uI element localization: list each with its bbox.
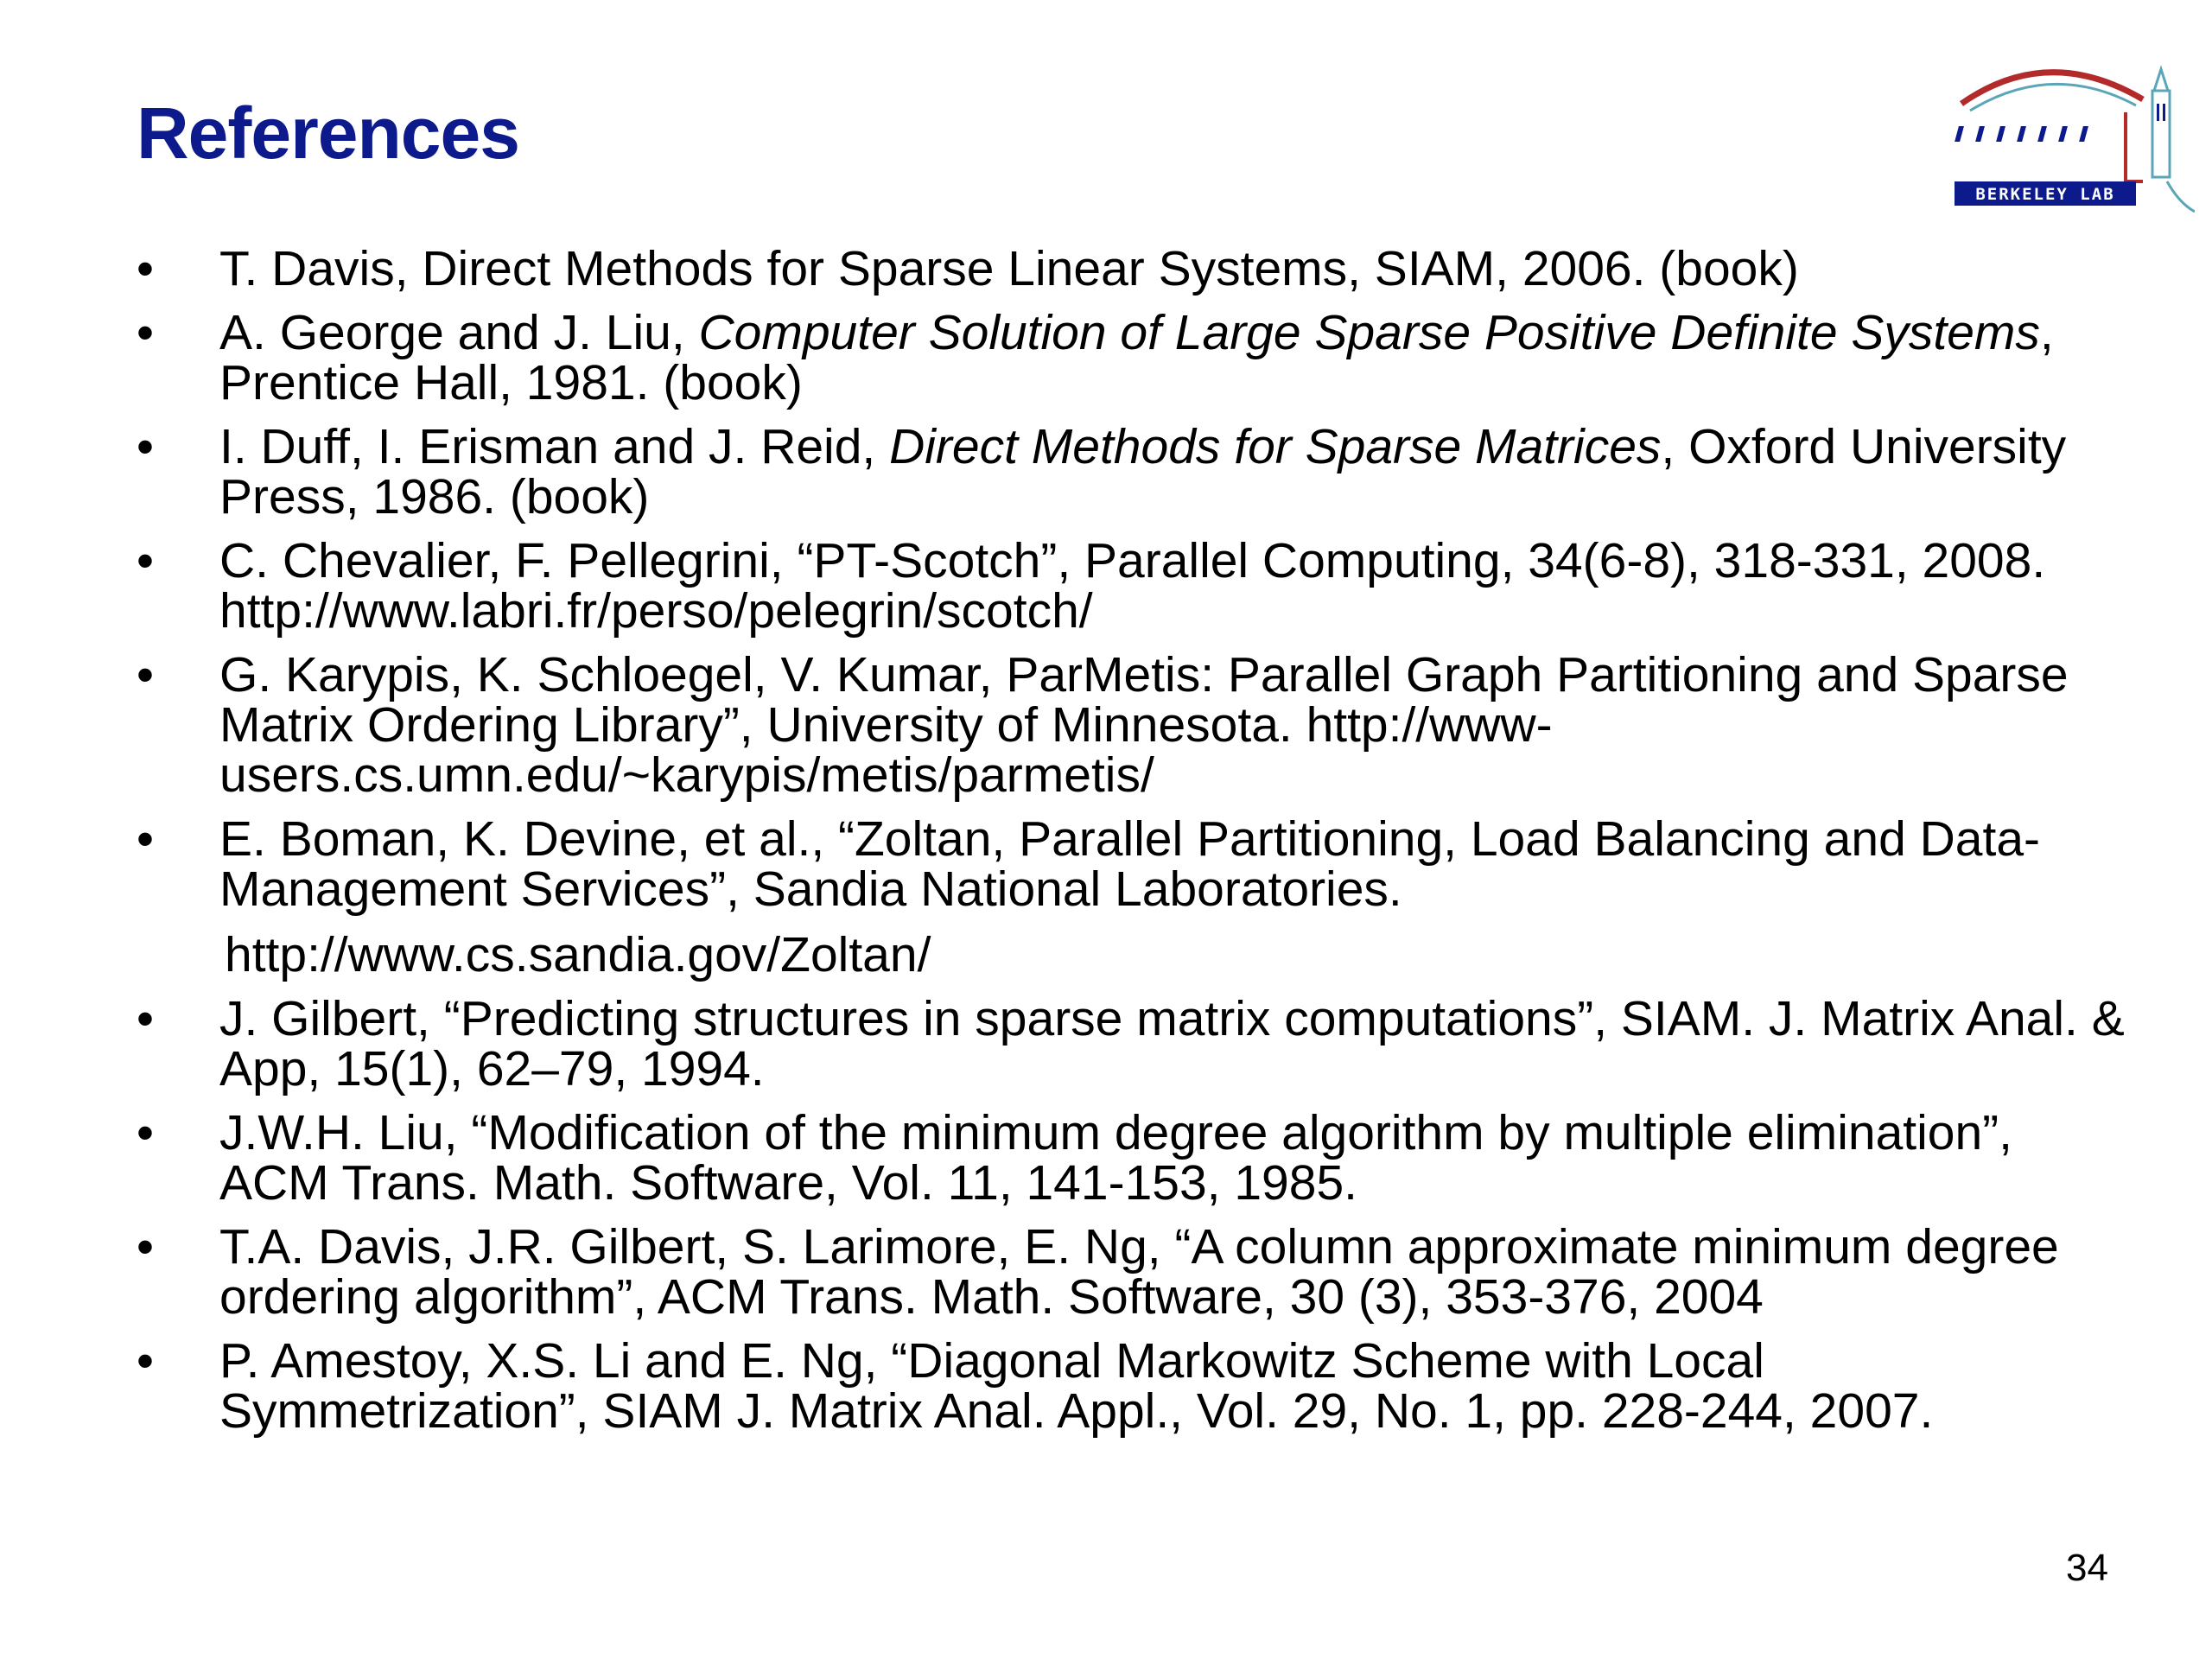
- reference-item: [121, 811, 2126, 982]
- logo-building: [2126, 112, 2143, 181]
- bullet: •: [137, 811, 154, 867]
- reference-item: [121, 1333, 2126, 1439]
- bullet: •: [137, 241, 154, 296]
- logo-tower: [2152, 69, 2170, 177]
- berkeley-lab-logo: [1944, 52, 2195, 216]
- bullet: •: [137, 991, 154, 1046]
- bullet: •: [137, 1333, 154, 1389]
- reference-item: [121, 991, 2126, 1096]
- reference-text: P. Amestoy, X.S. Li and E. Ng, “Diagonal Markowitz Scheme with Local Symmetrization”, SIAM J. Matrix Anal. Appl., Vol. 29, No. 1, pp. 228-244, 2007.: [219, 1333, 1934, 1439]
- bullet: •: [137, 305, 154, 360]
- reference-text: , Oxford University Press, 1986. (book): [219, 419, 2067, 524]
- reference-text: T.A. Davis, J.R. Gilbert, S. Larimore, E. Ng, “A column approximate minimum degree ordering algorithm”, ACM Trans. Math. Software, 30 (3), 353-376, 2004: [219, 1219, 2059, 1325]
- berkeley-lab-logo-graphic: [1944, 52, 2195, 216]
- reference-title: Direct Methods for Sparse Matrices: [889, 419, 1662, 474]
- bullet: •: [137, 1219, 154, 1274]
- logo-arc-inner: [1970, 84, 2136, 111]
- reference-text: C. Chevalier, F. Pellegrini, “PT-Scotch”, Parallel Computing, 34(6-8), 318-331, 2008. http://www.labri.fr/perso/pelegrin/scotch/: [219, 533, 2046, 639]
- reference-title: Computer Solution of Large Sparse Positive Definite Systems: [698, 305, 2040, 360]
- bullet: •: [137, 647, 154, 702]
- reference-text: A. George and J. Liu,: [219, 305, 699, 360]
- references-list: [121, 241, 2126, 1450]
- reference-text: I. Duff, I. Erisman and J. Reid,: [219, 419, 890, 474]
- reference-item: [121, 241, 2126, 296]
- logo-label: BERKELEY LAB: [1975, 185, 2115, 204]
- reference-text: G. Karypis, K. Schloegel, V. Kumar, ParMetis: Parallel Graph Partitioning and Sparse Matrix Ordering Library”, University of Minnesota. http://www-users.cs.umn.edu/~karypis/metis/parmetis/: [219, 647, 2069, 803]
- reference-text: T. Davis, Direct Methods for Sparse Linear Systems, SIAM, 2006. (book): [219, 241, 1799, 296]
- slide-title: References: [137, 92, 519, 174]
- reference-item: [121, 1219, 2126, 1325]
- reference-text: E. Boman, K. Devine, et al., “Zoltan, Parallel Partitioning, Load Balancing and Data-Management Services”, Sandia National Laboratories.: [219, 811, 2040, 917]
- page-number: 34: [2066, 1547, 2108, 1589]
- bullet: •: [137, 533, 154, 588]
- logo-stands: [1944, 126, 2088, 142]
- reference-item: [121, 305, 2126, 410]
- logo-swoosh: [2167, 181, 2195, 212]
- reference-text: J. Gilbert, “Predicting structures in sparse matrix computations”, SIAM. J. Matrix Anal. & App, 15(1), 62–79, 1994.: [219, 991, 2125, 1096]
- reference-item: [121, 1105, 2126, 1211]
- bullet: •: [137, 419, 154, 474]
- bullet: •: [137, 1105, 154, 1160]
- reference-text: , Prentice Hall, 1981. (book): [219, 305, 2054, 410]
- reference-item: [121, 419, 2126, 524]
- reference-item: [121, 533, 2126, 639]
- logo-arc: [1961, 73, 2143, 104]
- reference-url: http://www.cs.sandia.gov/Zoltan/: [225, 927, 931, 982]
- reference-text: J.W.H. Liu, “Modification of the minimum degree algorithm by multiple elimination”, ACM Trans. Math. Software, Vol. 11, 141-153, 1985.: [219, 1105, 2012, 1211]
- reference-item: [121, 647, 2126, 803]
